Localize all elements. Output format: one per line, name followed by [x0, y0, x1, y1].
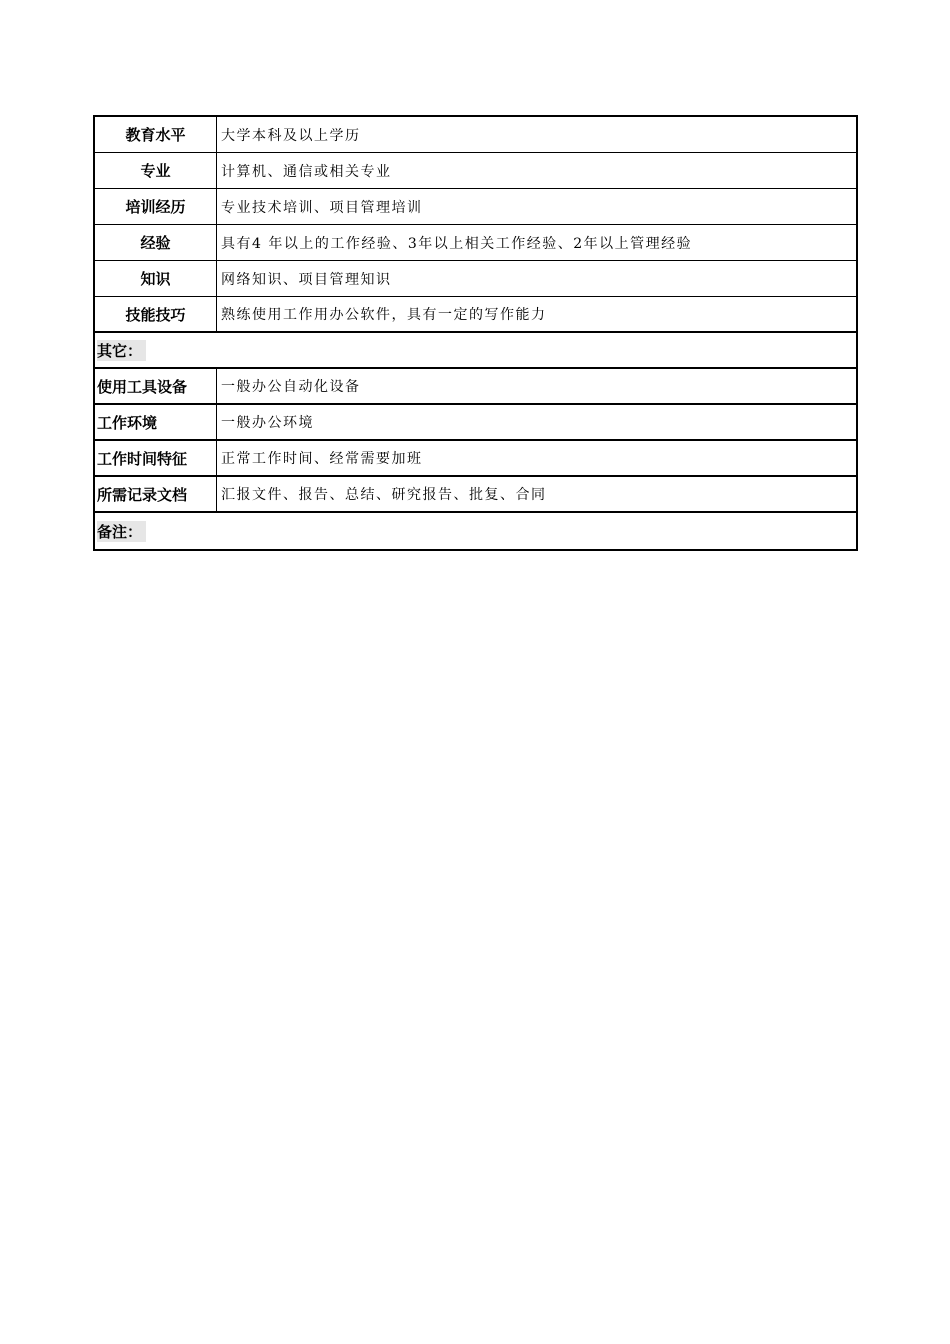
row-label: 工作时间特征: [95, 441, 217, 475]
row-label: 技能技巧: [95, 297, 217, 331]
row-value: 正常工作时间、经常需要加班: [221, 451, 423, 467]
row-label: 所需记录文档: [95, 477, 217, 511]
table-row: [95, 405, 856, 441]
table-row: [95, 441, 856, 477]
table-row: [95, 261, 856, 297]
section-row-other: [95, 333, 856, 369]
row-label: 经验: [95, 225, 217, 260]
job-spec-table: [93, 115, 858, 551]
section-row-notes: [95, 513, 856, 549]
row-value: 具有4 年以上的工作经验、3年以上相关工作经验、2年以上管理经验: [221, 235, 693, 252]
row-label: 专业: [95, 153, 217, 188]
notes-heading: 备注：: [97, 521, 146, 542]
table-row: [95, 153, 856, 189]
table-row: [95, 477, 856, 513]
row-value: 计算机、通信或相关专业: [221, 163, 392, 180]
row-value: 一般办公自动化设备: [221, 379, 361, 395]
row-value: 一般办公环境: [221, 415, 314, 431]
row-label: 教育水平: [95, 117, 217, 152]
row-label: 知识: [95, 261, 217, 296]
row-value: 专业技术培训、项目管理培训: [221, 199, 423, 216]
table-row: [95, 369, 856, 405]
row-label: 工作环境: [95, 405, 217, 439]
table-row: [95, 117, 856, 153]
row-value: 网络知识、项目管理知识: [221, 271, 392, 288]
row-value: 大学本科及以上学历: [221, 127, 361, 144]
table-row: [95, 189, 856, 225]
row-value: 熟练使用工作用办公软件，具有一定的写作能力: [221, 307, 547, 323]
table-row: [95, 225, 856, 261]
row-label: 培训经历: [95, 189, 217, 224]
row-label: 使用工具设备: [95, 369, 217, 403]
other-heading: 其它：: [97, 340, 146, 361]
table-row: [95, 297, 856, 333]
row-value: 汇报文件、报告、总结、研究报告、批复、合同: [221, 487, 547, 503]
